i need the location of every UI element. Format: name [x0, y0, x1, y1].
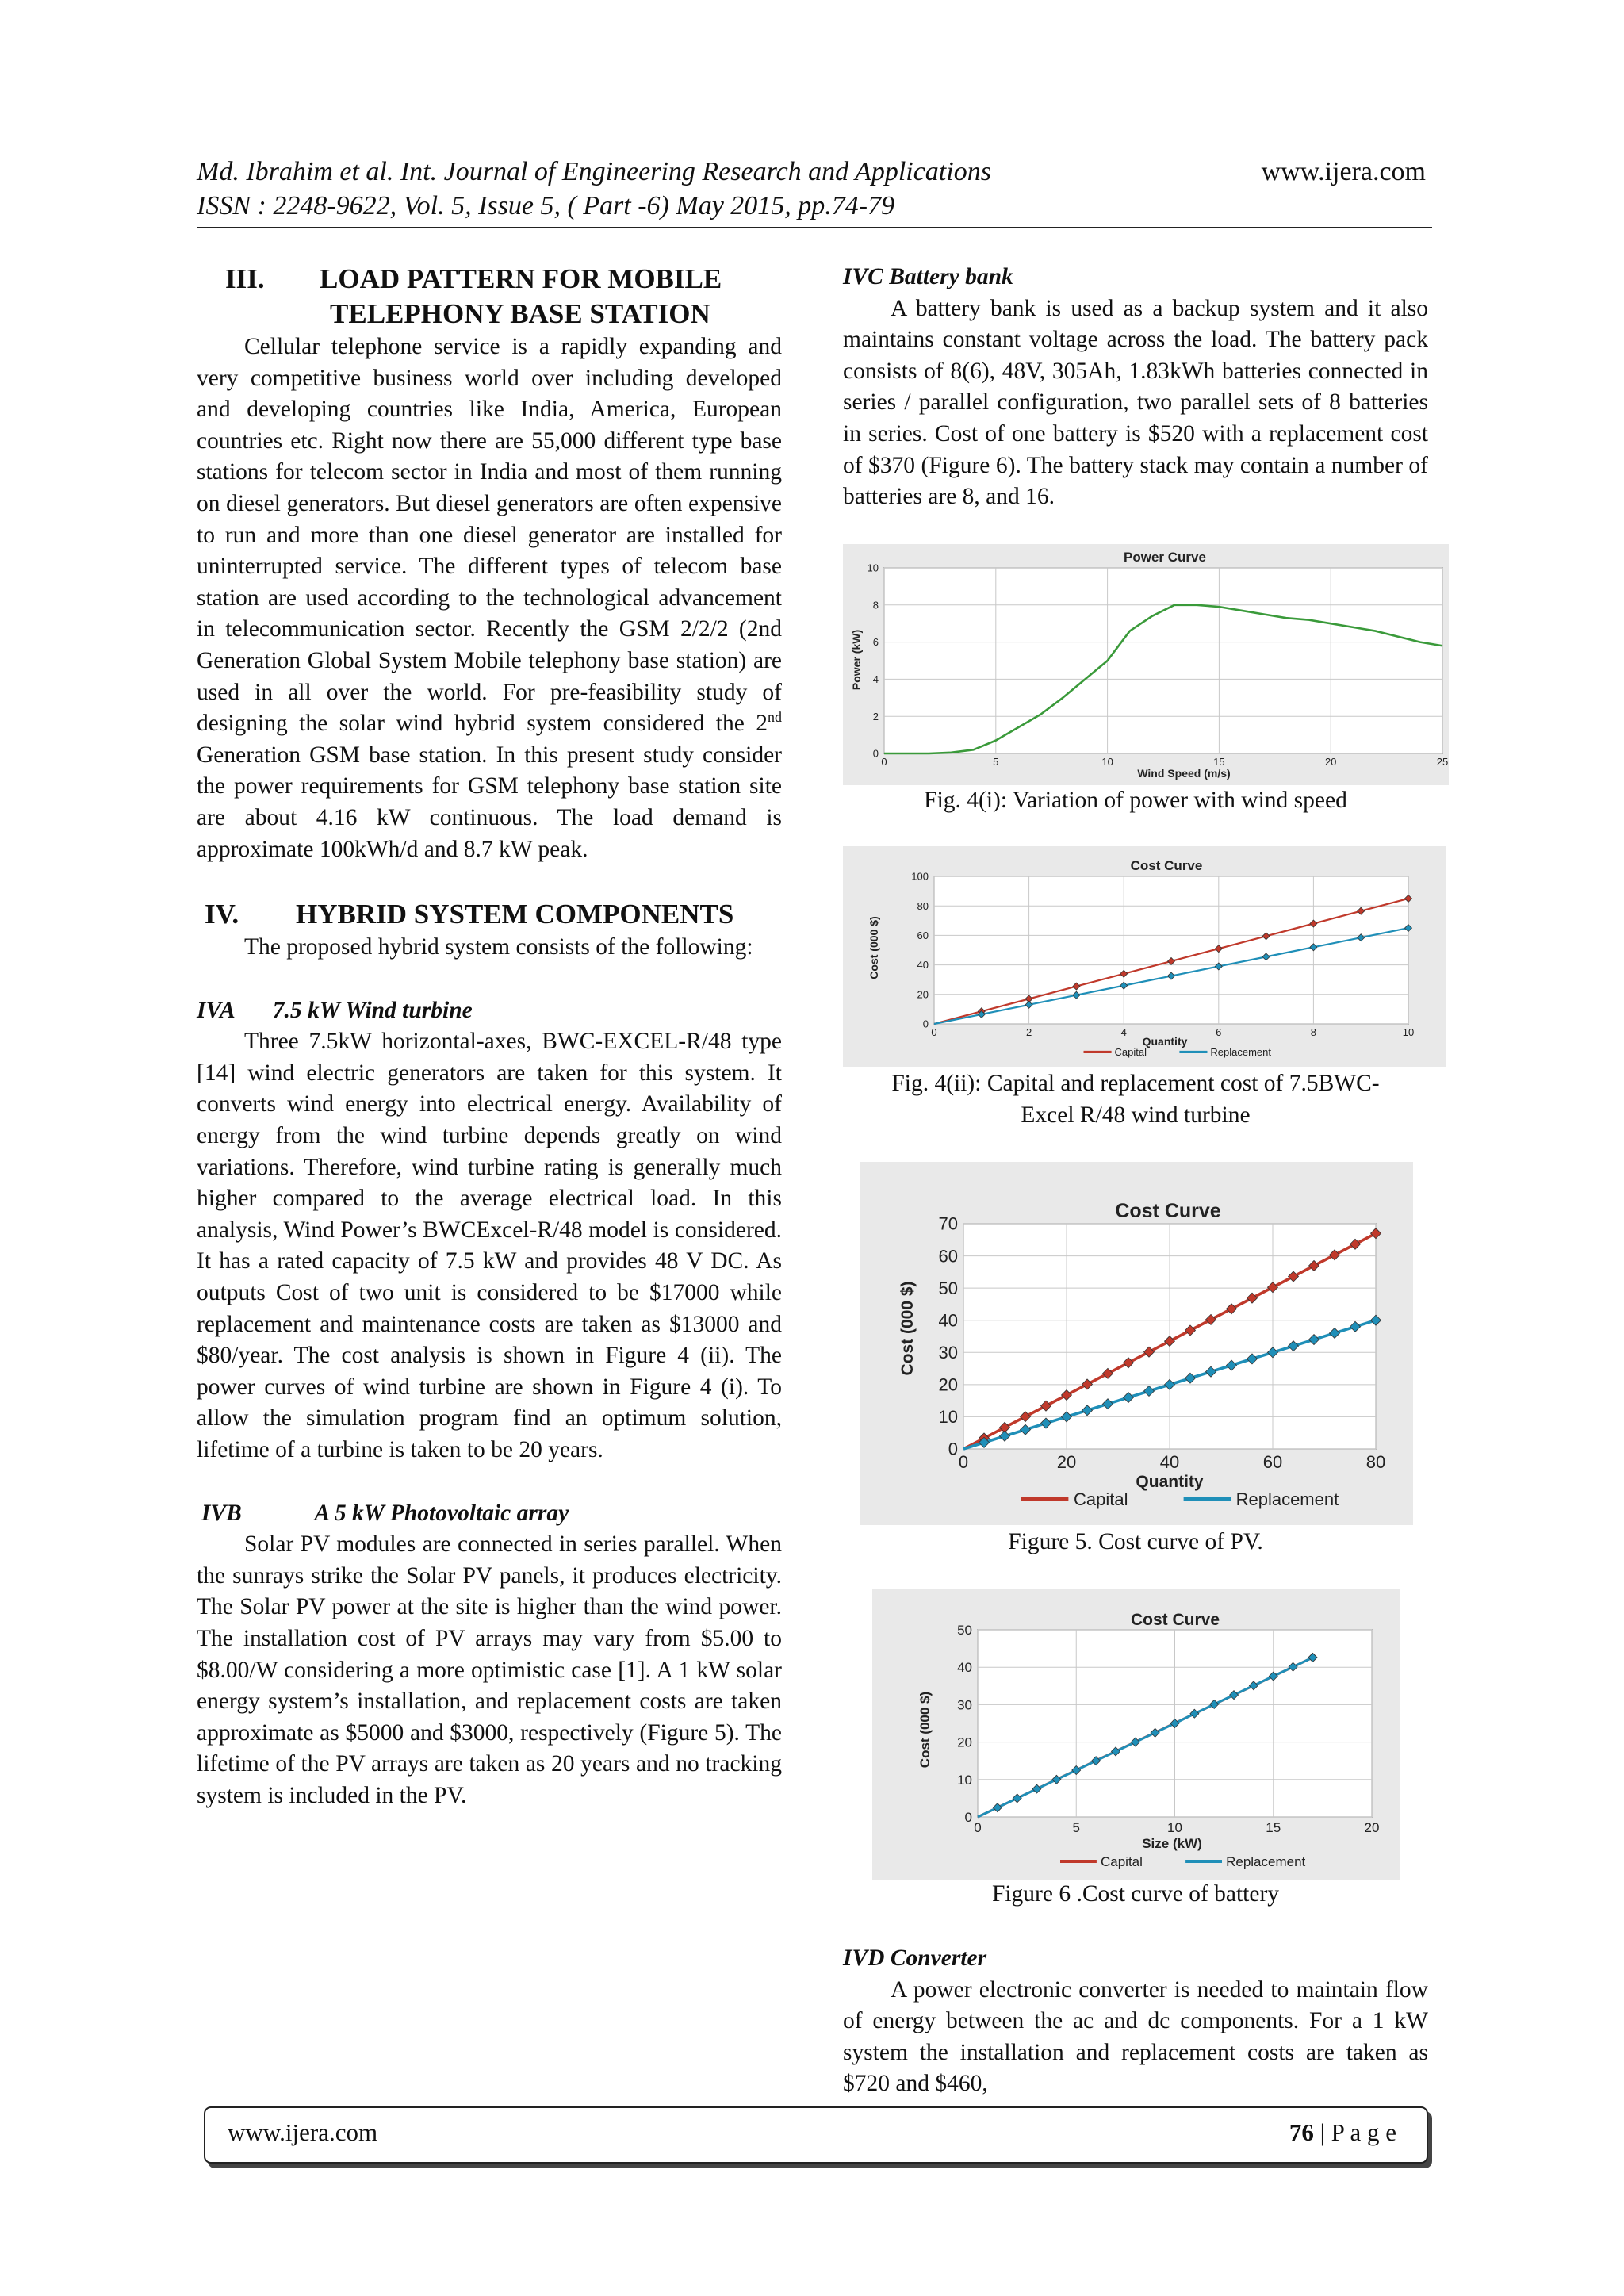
battery-cost-curve-chart — [872, 1589, 1400, 1880]
section-3-text-b: Generation GSM base station. In this present study consider the power requirements for GSM telephony base station site are about 4.16 kW continuous. The load demand is approximate 100kWh/d and 8.7 kW peak. — [197, 742, 782, 862]
running-header-url: www.ijera.com — [1261, 157, 1426, 186]
subsection-ivb-title: A 5 kW Photovoltaic array — [314, 1500, 569, 1526]
subsection-iva-paragraph: Three 7.5kW horizontal-axes, BWC-EXCEL-R/48 type [14] wind electric generators are taken for this system. It converts wind energy into electrical energy. Availability of energy from the wind turbine depends greatly on wind variations. Therefore, wind turbine rating is generally much higher compared to the average electrical load. In this analysis, Wind Power’s BWCExcel-R/48 model is considered. It has a rated capacity of 7.5 kW and provides 48 V DC. As outputs Cost of two unit is considered to be $17000 while replacement and maintenance costs are taken as $13000 and $80/year. The cost analysis is shown in Figure 4 (ii). The power curves of wind turbine are shown in Figure 4 (i). To allow the simulation program find an optimum solution, lifetime of a turbine is taken to be 20 years. — [197, 1029, 782, 1462]
y-tick-label: 30 — [957, 1697, 972, 1713]
legend-label-capital: Capital — [1074, 1489, 1128, 1509]
y-tick-label: 40 — [938, 1310, 958, 1331]
subsection-iva-heading — [197, 995, 782, 1027]
y-tick-label: 80 — [917, 899, 929, 912]
figure-4ii — [843, 846, 1446, 1067]
running-header-authors: Md. Ibrahim et al. Int. Journal of Engineering Research and Applications — [197, 157, 991, 186]
y-tick-label: 20 — [957, 1734, 972, 1750]
chart-title: Cost Curve — [1130, 858, 1203, 873]
ivc-block — [843, 262, 1428, 513]
x-axis-label: Size (kW) — [1142, 1836, 1202, 1851]
plot-area — [939, 1214, 1386, 1472]
y-axis-label: Power (kW) — [850, 629, 863, 691]
footer-url: www.ijera.com — [228, 2118, 378, 2146]
y-tick-label: 0 — [922, 1018, 929, 1030]
legend — [1084, 1046, 1272, 1058]
legend-label-replacement: Replacement — [1226, 1854, 1306, 1869]
x-tick-label: 80 — [1365, 1452, 1386, 1472]
caption-fig-4i: Fig. 4(i): Variation of power with wind speed — [924, 788, 1347, 813]
y-tick-label: 50 — [957, 1622, 972, 1638]
figure-6 — [872, 1589, 1400, 1880]
y-tick-label: 40 — [917, 959, 929, 972]
subsection-ivb-paragraph: Solar PV modules are connected in series parallel. When the sunrays strike the Solar PV panels, it produces electricity. The Solar PV power at the site is higher than the wind power. The installation cost of PV arrays may vary from $5.00 to $8.00/W considering a more optimistic case [1]. A 1 kW solar energy system’s installation, and replacement costs are taken approximate as $5000 and $3000, respectively (Figure 5). The lifetime of the PV arrays are taken as 20 years and no tracking system is included in the PV. — [197, 1531, 782, 1808]
figure-5 — [860, 1162, 1413, 1525]
y-tick-label: 6 — [872, 636, 879, 649]
y-tick-label: 0 — [964, 1809, 972, 1825]
y-tick-label: 30 — [938, 1342, 958, 1363]
legend-label-capital: Capital — [1114, 1046, 1147, 1058]
y-tick-label: 10 — [938, 1407, 958, 1428]
caption-fig-4ii-line2: Excel R/48 wind turbine — [1021, 1102, 1251, 1128]
y-tick-label: 10 — [957, 1772, 972, 1788]
y-tick-label: 10 — [867, 562, 879, 574]
legend — [1021, 1489, 1339, 1509]
section-4-heading — [197, 897, 782, 932]
y-tick-label: 70 — [938, 1213, 958, 1234]
plot-background — [884, 568, 1442, 753]
ivd-block — [843, 1943, 1428, 2100]
y-axis-label: Cost (000 $) — [898, 1281, 917, 1376]
plot-area — [911, 871, 1414, 1038]
section-3-number: III. — [225, 263, 265, 294]
subsection-ivc-heading: IVC Battery bank — [843, 264, 1013, 289]
x-axis-label: Wind Speed (m/s) — [1137, 767, 1231, 780]
subsection-ivc-paragraph: A battery bank is used as a backup system and it also maintains constant voltage across the load. The battery pack consists of 8(6), 48V, 305Ah, 1.83kWh batteries connected in series / parallel configuration, two parallel sets of 8 batteries in series. Cost of one battery is $520 with a replacement cost of $370 (Figure 6). The battery stack may contain a number of batteries are 8, and 16. — [843, 295, 1428, 510]
wind-cost-curve-chart — [843, 846, 1446, 1067]
subsection-ivd-paragraph: A power electronic converter is needed to maintain flow of energy between the ac and dc components. For a 1 kW system the installation and replacement costs are taken as $720 and $460, — [843, 1976, 1428, 2097]
legend — [1060, 1854, 1306, 1869]
x-tick-label: 0 — [931, 1026, 937, 1038]
footer-bar — [204, 2106, 1428, 2164]
x-axis-label: Quantity — [1136, 1473, 1204, 1491]
y-axis-label: Cost (000 $) — [917, 1691, 933, 1769]
y-tick-label: 2 — [872, 710, 879, 723]
x-tick-label: 10 — [1402, 1026, 1415, 1038]
x-tick-label: 2 — [1025, 1026, 1032, 1038]
x-tick-label: 15 — [1266, 1820, 1281, 1835]
x-axis-label: Quantity — [1142, 1035, 1188, 1048]
x-tick-label: 6 — [1216, 1026, 1222, 1038]
subsection-iva-title: 7.5 kW Wind turbine — [272, 997, 473, 1023]
y-tick-label: 100 — [911, 870, 929, 883]
footer-page — [1289, 2118, 1396, 2147]
y-tick-label: 0 — [948, 1439, 958, 1459]
x-tick-label: 40 — [1159, 1452, 1180, 1472]
y-tick-label: 4 — [872, 673, 879, 685]
caption-fig-6: Figure 6 .Cost curve of battery — [991, 1881, 1280, 1907]
plot-area — [957, 1623, 1379, 1835]
x-tick-label: 0 — [881, 756, 887, 768]
figure-4i — [843, 544, 1449, 785]
x-tick-label: 4 — [1120, 1026, 1127, 1038]
x-tick-label: 10 — [1101, 756, 1113, 768]
y-tick-label: 20 — [917, 988, 929, 1001]
page-label: | P a g e — [1313, 2118, 1396, 2146]
caption-fig-4ii-line1: Fig. 4(ii): Capital and replacement cost of 7.5BWC- — [891, 1071, 1380, 1096]
running-header-issn: ISSN : 2248-9622, Vol. 5, Issue 5, ( Part -6) May 2015, pp.74-79 — [197, 191, 895, 220]
section-3-paragraph — [197, 332, 782, 865]
x-tick-label: 60 — [1262, 1452, 1283, 1472]
x-tick-label: 20 — [1056, 1452, 1077, 1472]
y-tick-label: 8 — [872, 599, 879, 611]
x-tick-label: 0 — [974, 1820, 982, 1835]
header-rule — [197, 227, 1432, 228]
y-tick-label: 50 — [938, 1278, 958, 1298]
x-tick-label: 10 — [1167, 1820, 1182, 1835]
section-4-intro: The proposed hybrid system consists of the following: — [244, 934, 753, 960]
pv-cost-curve-chart — [860, 1162, 1413, 1525]
caption-fig-5: Figure 5. Cost curve of PV. — [1008, 1529, 1263, 1554]
x-tick-label: 8 — [1310, 1026, 1317, 1038]
chart-title: Cost Curve — [1130, 1611, 1220, 1629]
x-tick-label: 5 — [1072, 1820, 1080, 1835]
subsection-ivb-number: IVB — [201, 1500, 242, 1526]
chart-title: Cost Curve — [1115, 1200, 1221, 1222]
plot-background — [934, 876, 1408, 1024]
section-3-text-a: Cellular telephone service is a rapidly expanding and very competitive business world over including developed and developing countries like India, America, European countries etc. Right now there are 55,000 different type base stations for telecom sector in India and most of them running on diesel generators. But diesel generators are often expensive to run and more than one diesel generator are installed for uninterrupted service. The different types of telecom base station are used according to the technological advancement in telecommunication sector. Recently the GSM 2/2/2 (2nd Generation Global System Mobile telephony base station) are used in all over the world. For pre-feasibility study of designing the solar wind hybrid system considered the 2 — [197, 334, 782, 737]
section-3-heading — [197, 262, 782, 332]
x-tick-label: 20 — [1324, 756, 1337, 768]
section-3-title-line1: LOAD PATTERN FOR MOBILE — [320, 263, 722, 294]
subsection-ivb-heading — [197, 1498, 782, 1530]
x-tick-label: 20 — [1364, 1820, 1380, 1835]
superscript-nd: nd — [768, 709, 782, 726]
y-tick-label: 60 — [917, 929, 929, 941]
subsection-ivd-heading: IVD Converter — [843, 1945, 987, 1971]
x-tick-label: 5 — [993, 756, 999, 768]
legend-label-capital: Capital — [1101, 1854, 1143, 1869]
power-curve-chart — [843, 544, 1449, 785]
left-column — [197, 262, 782, 1812]
legend-label-replacement: Replacement — [1210, 1046, 1272, 1058]
y-tick-label: 40 — [957, 1660, 972, 1676]
y-tick-label: 0 — [872, 747, 879, 760]
y-tick-label: 20 — [938, 1374, 958, 1395]
chart-title: Power Curve — [1124, 550, 1206, 565]
page-number: 76 — [1289, 2118, 1314, 2146]
subsection-iva-number: IVA — [197, 997, 235, 1023]
plot-area — [868, 562, 1449, 768]
x-tick-label: 25 — [1436, 756, 1449, 768]
y-tick-label: 60 — [938, 1246, 958, 1267]
legend-label-replacement: Replacement — [1235, 1489, 1339, 1509]
section-4-number: IV. — [205, 899, 239, 930]
section-3-title-line2: TELEPHONY BASE STATION — [330, 298, 710, 329]
section-4-title: HYBRID SYSTEM COMPONENTS — [296, 899, 734, 930]
y-axis-label: Cost (000 $) — [868, 916, 880, 979]
x-tick-label: 0 — [958, 1452, 969, 1472]
x-tick-label: 15 — [1213, 756, 1225, 768]
